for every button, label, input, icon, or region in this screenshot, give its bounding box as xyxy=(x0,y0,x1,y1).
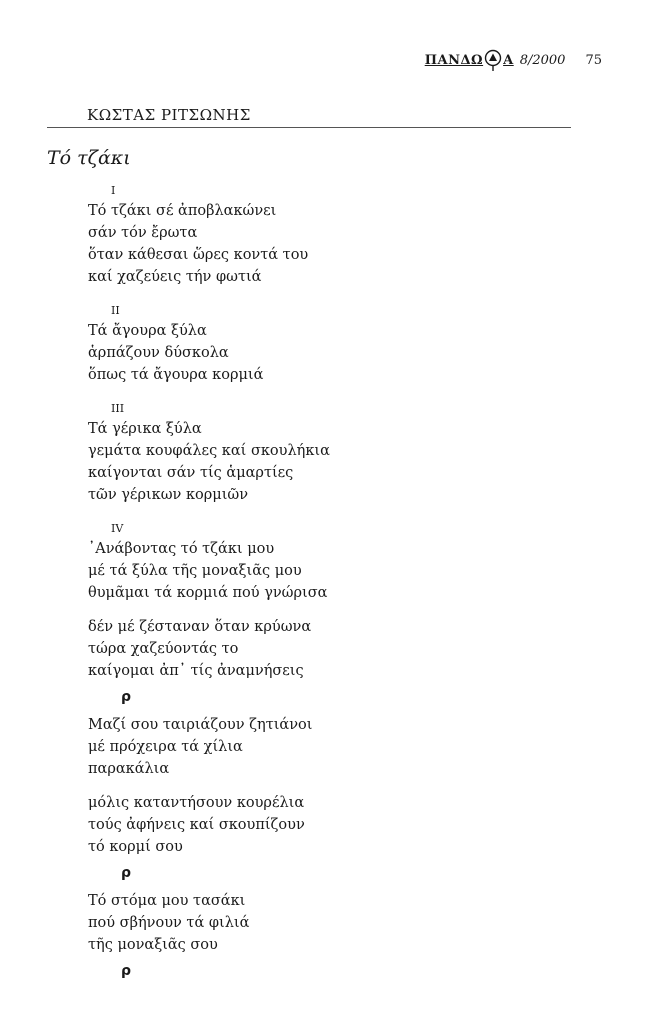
poem-line: Τό τζάκι σέ ἀποβλακώνει xyxy=(88,203,277,219)
page-number: 75 xyxy=(585,52,602,68)
poem-line: δέν μέ ζέσταναν ὅταν κρύωνα xyxy=(88,619,312,635)
stanza xyxy=(88,890,568,956)
stanza xyxy=(88,538,568,604)
poem-line: παρακάλια xyxy=(88,761,170,777)
poem-line: Τό στόμα μου τασάκι xyxy=(88,893,246,909)
stanza xyxy=(88,714,568,780)
journal-name-right: Α xyxy=(503,52,514,68)
poem-line: τώρα χαζεύοντάς το xyxy=(88,641,239,657)
poem-line: καί χαζεύεις τήν φωτιά xyxy=(88,269,262,285)
poem-line: γεμάτα κουφάλες καί σκουλήκια xyxy=(88,443,330,459)
journal-logo-icon xyxy=(484,49,502,71)
stanza xyxy=(88,320,568,386)
author-name: ΚΩΣΤΑΣ ΡΙΤΣΩΝΗΣ xyxy=(87,106,251,124)
ornament-divider: ρ xyxy=(121,865,132,881)
poem-line: καίγονται σάν τίς ἁμαρτίες xyxy=(88,465,294,481)
poem-line: τό κορμί σου xyxy=(88,839,183,855)
poem-line: τῆς μοναξιᾶς σου xyxy=(88,937,218,953)
section-numeral: II xyxy=(111,304,120,317)
stanza xyxy=(88,418,568,506)
poem-line: καίγομαι ἀπ᾽ τίς ἀναμνήσεις xyxy=(88,663,304,679)
poem-line: ἁρπάζουν δύσκολα xyxy=(88,345,229,361)
end-ornament: ρ xyxy=(121,963,132,979)
ornament-divider: ρ xyxy=(121,689,132,705)
poem-line: ὅπως τά ἄγουρα κορμιά xyxy=(88,367,264,383)
poem-line: σάν τόν ἔρωτα xyxy=(88,225,198,241)
issue-number: 8/2000 xyxy=(519,52,566,68)
poem-line: Μαζί σου ταιριάζουν ζητιάνοι xyxy=(88,717,313,733)
section-gap xyxy=(88,506,568,518)
stanza-gap xyxy=(88,604,568,616)
poem-line: Τά γέρικα ξύλα xyxy=(88,421,202,437)
poem-line: ᾽Ανάβοντας τό τζάκι μου xyxy=(88,541,275,557)
stanza xyxy=(88,200,568,288)
stanza xyxy=(88,792,568,858)
section-gap xyxy=(88,386,568,398)
poem-line: πού σβήνουν τά φιλιά xyxy=(88,915,250,931)
journal-name xyxy=(425,49,514,71)
running-header xyxy=(425,49,602,71)
poem-line: Τά ἄγουρα ξύλα xyxy=(88,323,207,339)
section-numeral: IV xyxy=(111,522,124,535)
poem-line: τῶν γέρικων κορμιῶν xyxy=(88,487,249,503)
poem-line: ὅταν κάθεσαι ὥρες κοντά του xyxy=(88,247,309,263)
poem-line: τούς ἀφήνεις καί σκουπίζουν xyxy=(88,817,305,833)
stanza-gap xyxy=(88,780,568,792)
section-numeral: III xyxy=(111,402,125,415)
journal-name-left: ΠΑΝΔΩ xyxy=(424,52,484,68)
poem-line: θυμᾶμαι τά κορμιά πού γνώρισα xyxy=(88,585,328,601)
poem-title: Τό τζάκι xyxy=(47,147,131,169)
poem-body xyxy=(88,180,568,988)
header-rule xyxy=(47,127,571,128)
poem-line: μέ τά ξύλα τῆς μοναξιᾶς μου xyxy=(88,563,302,579)
poem-line: μόλις καταντήσουν κουρέλια xyxy=(88,795,305,811)
section-numeral: I xyxy=(111,184,116,197)
poem-line: μέ πρόχειρα τά χίλια xyxy=(88,739,243,755)
stanza xyxy=(88,616,568,682)
section-gap xyxy=(88,288,568,300)
